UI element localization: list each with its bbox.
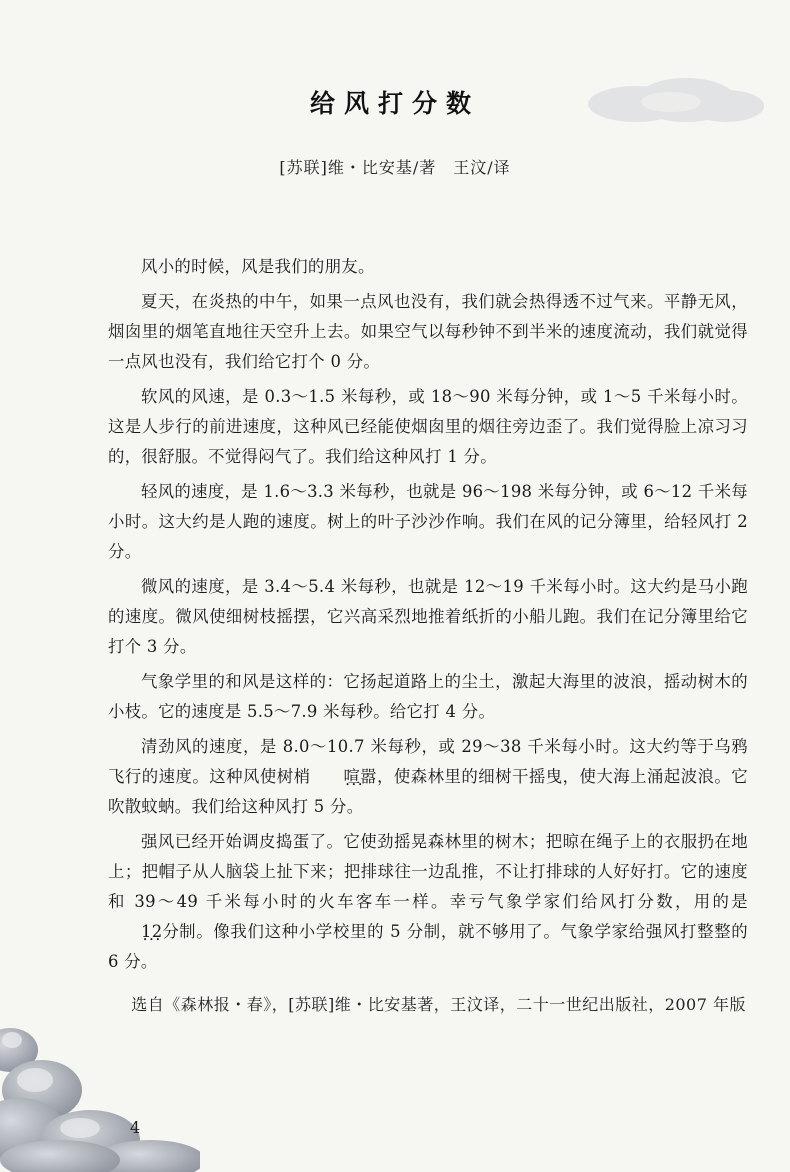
paragraph: 气象学里的和风是这样的：它扬起道路上的尘土，激起大海里的波浪，摇动树木的小枝。它的速度是 5.5～7.9 米每秒。给它打 4 分。	[108, 672, 748, 721]
emphasized-word: 喧嚣 • • •	[310, 762, 376, 792]
paragraph: 轻风的速度，是 1.6～3.3 米每秒，也就是 96～198 米每分钟，或 6～12 千米每小时。这大约是人跑的速度。树上的叶子沙沙作响。我们在风的记分簿里，给轻风打 2 分。	[108, 482, 748, 561]
article-body	[108, 252, 748, 982]
paragraph: 风小的时候，风是我们的朋友。	[141, 257, 375, 276]
paragraph: 软风的风速，是 0.3～1.5 米每秒，或 18～90 米每分钟，或 1～5 千米每小时。这是人步行的前进速度，这种风已经能使烟囱里的烟往旁边歪了。我们觉得脸上凉习习的，很舒服。不觉得闷气了。我们给这种风打 1 分。	[108, 387, 748, 466]
emphasized-word: 12分制 • • •	[108, 917, 196, 947]
cloud-illustration-bottom	[0, 1010, 200, 1172]
paragraph: 强风已经开始调皮捣蛋了。它使劲摇晃森林里的树木；把晾在绳子上的衣服扔在地上；把帽子从人脑袋上扯下来；把排球往一边乱推，不让打排球的人好好打。它的速度和 39～49 千米每小时的火车客车一样。幸亏气象学家们给风打分数，用的是12分制 • • •。像我们这种小学校里的 5 分制，就不够用了。气象学家给强风打整整的 6 分。	[108, 827, 748, 977]
page-number: 4	[130, 1118, 141, 1137]
paragraph: 夏天，在炎热的中午，如果一点风也没有，我们就会热得透不过气来。平静无风，烟囱里的烟笔直地往天空升上去。如果空气以每秒钟不到半米的速度流动，我们就觉得一点风也没有，我们给它打个 0 分。	[108, 292, 748, 371]
author-byline: [苏联]维・比安基/著 王汶/译	[279, 158, 511, 177]
source-citation: 选自《森林报・春》，[苏联]维・比安基著，王汶译，二十一世纪出版社，2007 年版	[131, 995, 746, 1014]
paragraph: 清劲风的速度，是 8.0～10.7 米每秒，或 29～38 千米每小时。这大约等于乌鸦飞行的速度。这种风使树梢 喧嚣 • • •，使森林里的细树干摇曳，使大海上涌起波浪。它吹散蚊蚋。我们给这种风打 5 分。	[108, 732, 748, 822]
article-title: 给风打分数	[309, 89, 480, 118]
paragraph: 微风的速度，是 3.4～5.4 米每秒，也就是 12～19 千米每小时。这大约是马小跑的速度。微风使细树枝摇摆，它兴高采烈地推着纸折的小船儿跑。我们在记分簿里给它打个 3 分。	[108, 577, 748, 656]
